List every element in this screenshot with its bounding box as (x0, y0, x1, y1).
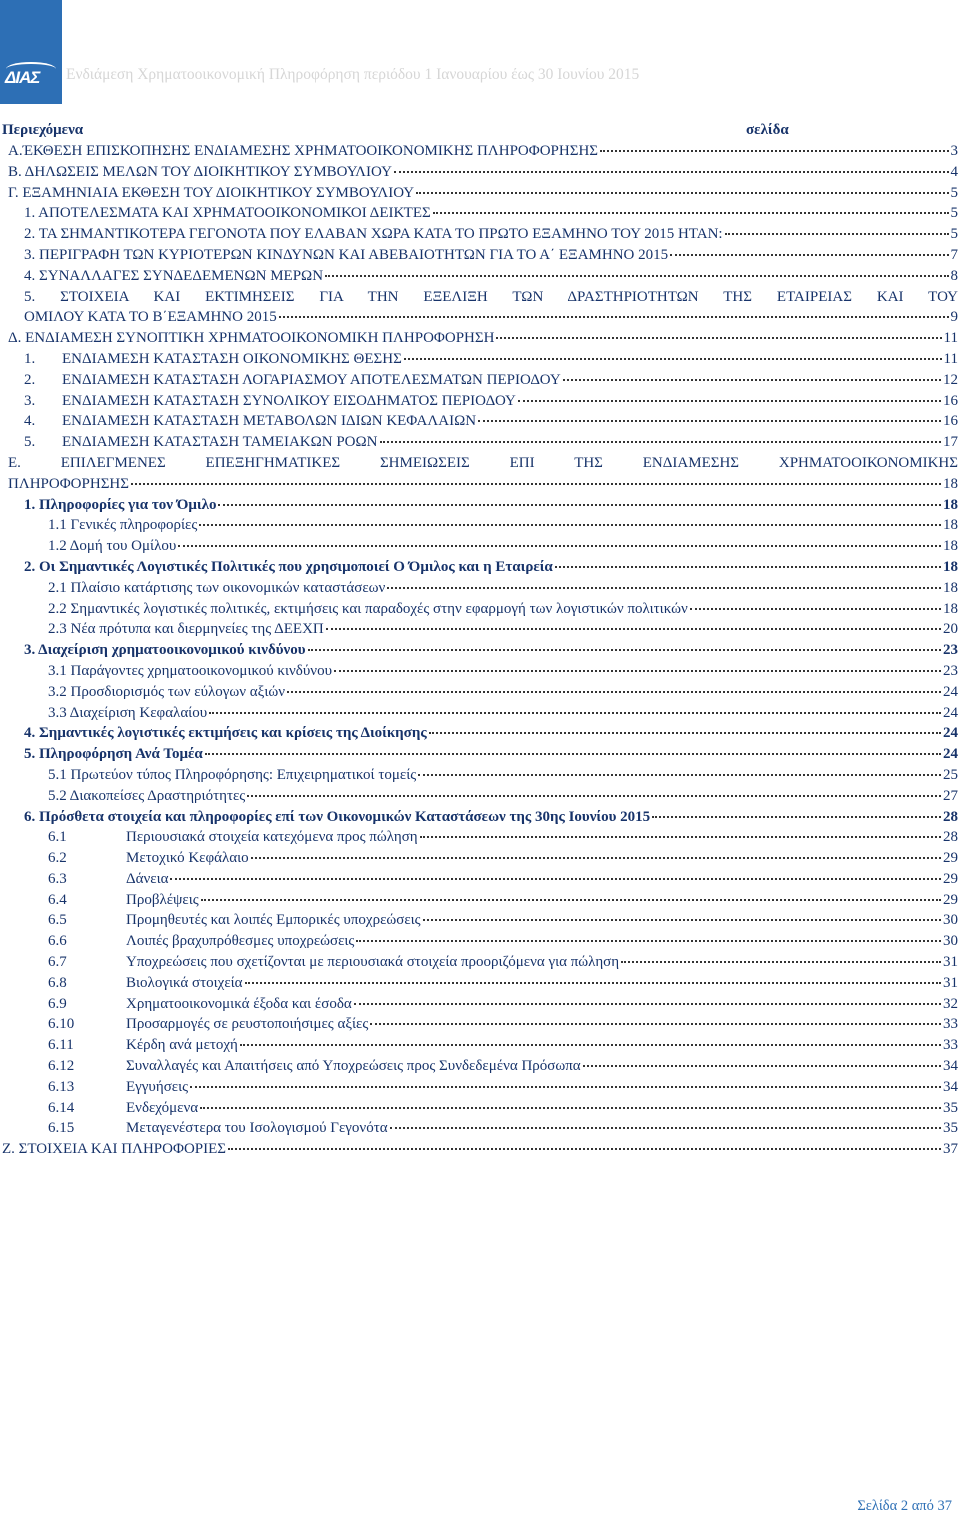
dot-leader (423, 918, 941, 921)
toc-entry-number: 2. (24, 371, 36, 388)
dot-leader (279, 315, 949, 318)
dot-leader (287, 690, 941, 693)
toc-page-number: 5 (950, 205, 958, 222)
toc-entry[interactable] (0, 1098, 958, 1119)
dot-leader (178, 544, 941, 547)
toc-entry-text: 1.1 Γενικές πληροφορίες (48, 517, 198, 534)
dot-leader (563, 378, 941, 381)
toc-entry-text: 3.1 Παράγοντες χρηματοοικονομικού κινδύνου (48, 662, 332, 679)
dot-leader (325, 274, 948, 277)
dot-leader (228, 1147, 941, 1150)
toc-entry-text: 4. ΣΥΝΑΛΛΑΓΕΣ ΣΥΝΔΕΔΕΜΕΝΩΝ ΜΕΡΩΝ (24, 267, 324, 284)
toc-page-number: 18 (943, 600, 958, 617)
page-number-footer: Σελίδα 2 από 37 (857, 1498, 952, 1514)
toc-page-number: 20 (943, 621, 958, 638)
toc-entry-text: 5. Πληροφόρηση Ανά Τομέα (24, 746, 203, 763)
toc-entry-number: 6.7 (48, 954, 67, 971)
toc-page-number: 11 (943, 330, 958, 347)
toc-page-number: 27 (943, 787, 958, 804)
toc-page-number: 24 (943, 725, 958, 742)
toc-entry[interactable] (0, 807, 958, 828)
toc-entry[interactable] (0, 245, 958, 266)
toc-page-number: 23 (943, 642, 958, 659)
toc-entry-number: 6.6 (48, 933, 67, 950)
toc-entry[interactable] (0, 1056, 958, 1077)
toc-entry[interactable] (0, 619, 958, 640)
toc-page-number: 28 (943, 808, 958, 825)
dot-leader (387, 586, 941, 589)
toc-entry-number: 5. (24, 434, 36, 451)
dot-leader (354, 1002, 941, 1005)
dot-leader (334, 669, 941, 672)
toc-entry-text: 3.3 Διαχείριση Κεφαλαίου (48, 704, 208, 721)
toc-page-number: 25 (943, 766, 958, 783)
toc-entry-number: 6.14 (48, 1099, 75, 1116)
toc-page-number: 34 (943, 1058, 958, 1075)
toc-page-number: 29 (943, 870, 958, 887)
toc-entry[interactable] (0, 827, 958, 848)
toc-entry[interactable] (0, 931, 958, 952)
toc-entry-text: Μεταγενέστερα του Ισολογισμού Γεγονότα (126, 1120, 388, 1137)
toc-entry-number: 6.13 (48, 1078, 75, 1095)
toc-page-number: 24 (943, 683, 958, 700)
toc-entry[interactable] (0, 661, 958, 682)
toc-entry-text-continued: ΟΜΙΛΟΥ ΚΑΤΑ ΤΟ Β΄ΕΞΑΜΗΝΟ 2015 (24, 309, 277, 326)
dot-leader (518, 399, 941, 402)
toc-page-number: 11 (943, 350, 958, 367)
toc-entry-number: 6.2 (48, 850, 67, 867)
dot-leader (218, 503, 941, 506)
toc-entry[interactable] (0, 910, 958, 931)
toc-entry[interactable] (0, 183, 958, 204)
toc-entry[interactable] (0, 1035, 958, 1056)
toc-entry-text: Βιολογικά στοιχεία (126, 974, 243, 991)
toc-entry-text: 1.2 Δομή του Ομίλου (48, 538, 177, 555)
toc-entry[interactable] (0, 1077, 958, 1098)
dot-leader (429, 731, 941, 734)
dot-leader (725, 232, 949, 235)
toc-entry[interactable] (0, 495, 958, 516)
dot-leader (199, 523, 941, 526)
toc-page-number: 37 (943, 1141, 958, 1158)
toc-page-number: 17 (943, 434, 958, 451)
dot-leader (251, 856, 941, 859)
toc-entry-text: Εγγυήσεις (126, 1078, 189, 1095)
toc-page-number: 30 (943, 912, 958, 929)
toc-entry-number: 1. (24, 350, 36, 367)
toc-entry[interactable] (0, 162, 958, 183)
dot-leader (247, 794, 941, 797)
toc-entry[interactable] (0, 640, 958, 661)
dot-leader (240, 1043, 941, 1046)
toc-entry-number: 6.11 (48, 1037, 74, 1054)
toc-entry-text: Προσαρμογές σε ρευστοποιήσιμες αξίες (126, 1016, 369, 1033)
toc-entry-text: Ε. ΕΠΙΛΕΓΜΕΝΕΣ ΕΠΕΞΗΓΗΜΑΤΙΚΕΣ ΣΗΜΕΙΩΣΕΙΣ ΕΠΙ ΤΗΣ ΕΝΔΙΑΜΕΣΗΣ ΧΡΗΜΑΤΟΟΙΚΟΝΟΜΙΚΗΣ (8, 454, 958, 471)
toc-entry-number: 6.15 (48, 1120, 75, 1137)
toc-entry-text: Δάνεια (126, 870, 169, 887)
toc-entry-text: Προμηθευτές και λοιπές Εμπορικές υποχρεώσεις (126, 912, 421, 929)
dot-leader (496, 336, 941, 339)
dot-leader (356, 939, 941, 942)
toc-entry[interactable] (0, 224, 958, 245)
toc-entry-list (0, 141, 960, 1160)
toc-heading: Περιεχόμενα (2, 122, 84, 138)
dot-leader (433, 211, 949, 214)
toc-page-number: 35 (943, 1099, 958, 1116)
toc-entry[interactable] (0, 890, 958, 911)
toc-page-number: 23 (943, 662, 958, 679)
toc-page-heading: σελίδα (746, 122, 789, 138)
dot-leader (308, 648, 941, 651)
toc-entry-text: 5. ΣΤΟΙΧΕΙΑ ΚΑΙ ΕΚΤΙΜΗΣΕΙΣ ΓΙΑ ΤΗΝ ΕΞΕΛΙΞΗ ΤΩΝ ΔΡΑΣΤΗΡΙΟΤΗΤΩΝ ΤΗΣ ΕΤΑΙΡΕΙΑΣ ΚΑΙ ΤΟΥ (24, 288, 958, 305)
dot-leader (621, 960, 941, 963)
toc-entry-text: 2.2 Σημαντικές λογιστικές πολιτικές, εκτιμήσεις και παραδοχές στην εφαρμογή των λογιστικών πολιτικών (48, 600, 688, 617)
toc-entry[interactable] (0, 869, 958, 890)
toc-entry-number: 6.3 (48, 870, 67, 887)
dot-leader (201, 898, 941, 901)
toc-entry-number: 6.12 (48, 1058, 75, 1075)
toc-entry-text: Ενδεχόμενα (126, 1099, 199, 1116)
dot-leader (670, 253, 948, 256)
toc-entry[interactable] (0, 578, 958, 599)
toc-page-number: 18 (943, 517, 958, 534)
toc-entry[interactable] (0, 786, 958, 807)
dot-leader (131, 482, 941, 485)
toc-entry-text: 2. ΤΑ ΣΗΜΑΝΤΙΚΟΤΕΡΑ ΓΕΓΟΝΟΤΑ ΠΟΥ ΕΛΑΒΑΝ ΧΩΡΑ ΚΑΤΑ ΤΟ ΠΡΩΤΟ ΕΞΑΜΗΝΟ ΤΟΥ 2015 ΗΤΑΝ: (24, 226, 723, 243)
toc-entry[interactable] (0, 411, 958, 432)
toc-entry[interactable] (0, 287, 958, 329)
toc-entry[interactable] (0, 328, 958, 349)
toc-entry-number: 3. (24, 392, 36, 409)
toc-entry[interactable] (0, 536, 958, 557)
toc-entry-text: Συναλλαγές και Απαιτήσεις από Υποχρεώσεις προς Συνδεδεμένα Πρόσωπα (126, 1058, 581, 1075)
toc-page-number: 31 (943, 974, 958, 991)
toc-entry-text: Δ. ΕΝΔΙΑΜΕΣΗ ΣΥΝΟΠΤΙΚΗ ΧΡΗΜΑΤΟΟΙΚΟΝΟΜΙΚΗ ΠΛΗΡΟΦΟΡΗΣΗ (8, 330, 495, 347)
logo-text: ΔΙΑΣ (5, 68, 40, 87)
toc-entry[interactable] (0, 349, 958, 370)
toc-page-number: 8 (950, 267, 958, 284)
toc-entry[interactable] (0, 765, 958, 786)
dot-leader (420, 835, 941, 838)
toc-entry-text: 6. Πρόσθετα στοιχεία και πληροφορίες επί των Οικονομικών Καταστάσεων της 30ης Ιουνίου 2015 (24, 808, 651, 825)
toc-entry-number: 6.5 (48, 912, 67, 929)
toc-entry[interactable] (0, 599, 958, 620)
toc-entry[interactable] (0, 141, 958, 162)
toc-page-number: 34 (943, 1078, 958, 1095)
toc-page-number: 9 (950, 309, 958, 326)
toc-page-number: 30 (943, 933, 958, 950)
dot-leader (418, 773, 941, 776)
toc-entry-number: 4. (24, 413, 36, 430)
toc-entry-text: 2.3 Νέα πρότυπα και διερμηνείες της ΔΕΕΧΠ (48, 621, 324, 638)
toc-page-number: 12 (943, 371, 958, 388)
toc-entry[interactable] (0, 994, 958, 1015)
toc-page-number: 24 (943, 704, 958, 721)
toc-entry[interactable] (0, 266, 958, 287)
dot-leader (190, 1085, 941, 1088)
toc-entry-number: 6.4 (48, 891, 67, 908)
dot-leader (209, 711, 941, 714)
toc-entry-text: ΕΝΔΙΑΜΕΣΗ ΚΑΤΑΣΤΑΣΗ ΟΙΚΟΝΟΜΙΚΗΣ ΘΕΣΗΣ (62, 350, 402, 367)
toc-entry[interactable] (0, 703, 958, 724)
toc-page-number: 5 (950, 226, 958, 243)
toc-entry[interactable] (0, 952, 958, 973)
toc-entry-text: Περιουσιακά στοιχεία κατεχόμενα προς πώληση (126, 829, 418, 846)
dot-leader (404, 357, 942, 360)
toc-entry[interactable] (0, 723, 958, 744)
toc-entry-number: 6.1 (48, 829, 67, 846)
toc-page-number: 33 (943, 1037, 958, 1054)
toc-entry[interactable] (0, 1014, 958, 1035)
dot-leader (394, 170, 949, 173)
toc-entry[interactable] (0, 515, 958, 536)
toc-heading-row (0, 120, 960, 141)
toc-entry-text: 2. Οι Σημαντικές Λογιστικές Πολιτικές που χρησιμοποιεί Ο Όμιλος και η Εταιρεία (24, 558, 553, 575)
toc-page-number: 18 (943, 496, 958, 513)
toc-page-number: 18 (943, 579, 958, 596)
toc-page-number: 29 (943, 891, 958, 908)
toc-entry-text: ΕΝΔΙΑΜΕΣΗ ΚΑΤΑΣΤΑΣΗ ΣΥΝΟΛΙΚΟΥ ΕΙΣΟΔΗΜΑΤΟΣ ΠΕΡΙΟΔΟΥ (62, 392, 516, 409)
toc-page-number: 16 (943, 413, 958, 430)
dot-leader (370, 1022, 941, 1025)
toc-entry-text: 5.1 Πρωτεύον τύπος Πληροφόρησης: Επιχειρηματικοί τομείς (48, 766, 417, 783)
toc-entry-text: 1. ΑΠΟΤΕΛΕΣΜΑΤΑ ΚΑΙ ΧΡΗΜΑΤΟΟΙΚΟΝΟΜΙΚΟΙ ΔΕΙΚΤΕΣ (24, 205, 431, 222)
toc-page-number: 3 (950, 143, 958, 159)
toc-entry[interactable] (0, 391, 958, 412)
toc-page-number: 18 (943, 475, 958, 492)
dot-leader (245, 981, 941, 984)
toc-page-number: 16 (943, 392, 958, 409)
toc-entry-text: Προβλέψεις (126, 891, 199, 908)
toc-page-number: 5 (950, 184, 958, 201)
toc-entry[interactable] (0, 848, 958, 869)
toc-entry-text: 4. Σημαντικές λογιστικές εκτιμήσεις και κρίσεις της Διοίκησης (24, 725, 427, 742)
dot-leader (170, 877, 941, 880)
toc-entry[interactable] (0, 432, 958, 453)
toc-entry-text: Α.ΈΚΘΕΣΗ ΕΠΙΣΚΟΠΗΣΗΣ ΕΝΔΙΑΜΕΣΗΣ ΧΡΗΜΑΤΟΟΙΚΟΝΟΜΙΚΗΣ ΠΛΗΡΟΦΟΡΗΣΗΣ (8, 143, 599, 159)
company-logo (0, 0, 62, 104)
toc-entry[interactable] (0, 557, 958, 578)
toc-entry-number: 6.8 (48, 974, 67, 991)
toc-entry[interactable] (0, 682, 958, 703)
toc-entry-text: Β. ΔΗΛΩΣΕΙΣ ΜΕΛΩΝ ΤΟΥ ΔΙΟΙΚΗΤΙΚΟΥ ΣΥΜΒΟΥΛΙΟΥ (8, 163, 392, 180)
toc-entry-text: 3.2 Προσδιορισμός των εύλογων αξιών (48, 683, 286, 700)
toc-page-number: 31 (943, 954, 958, 971)
toc-entry-text: 5.2 Διακοπείσες Δραστηριότητες (48, 787, 246, 804)
toc-entry[interactable] (0, 744, 958, 765)
toc-entry-text: Ζ. ΣΤΟΙΧΕΙΑ ΚΑΙ ΠΛΗΡΟΦΟΡΙΕΣ (2, 1141, 227, 1158)
toc-entry-text: ΕΝΔΙΑΜΕΣΗ ΚΑΤΑΣΤΑΣΗ ΛΟΓΑΡΙΑΣΜΟΥ ΑΠΟΤΕΛΕΣΜΑΤΩΝ ΠΕΡΙΟΔΟΥ (62, 371, 561, 388)
dot-leader (583, 1064, 941, 1067)
toc-entry-text: Γ. ΕΞΑΜΗΝΙΑΙΑ ΕΚΘΕΣΗ ΤΟΥ ΔΙΟΙΚΗΤΙΚΟΥ ΣΥΜΒΟΥΛΙΟΥ (8, 184, 415, 201)
toc-entry-text: Λοιπές βραχυπρόθεσμες υποχρεώσεις (126, 933, 355, 950)
dot-leader (200, 1106, 941, 1109)
document-header-title: Ενδιάμεση Χρηματοοικονομική Πληροφόρηση περιόδου 1 Ιανουαρίου έως 30 Ιουνίου 2015 (66, 66, 640, 83)
toc-entry[interactable] (0, 1139, 958, 1160)
toc-page-number: 4 (950, 163, 958, 180)
dot-leader (380, 440, 942, 443)
toc-page-number: 29 (943, 850, 958, 867)
dot-leader (416, 191, 948, 194)
toc-page-number: 24 (943, 746, 958, 763)
toc-entry-text: Χρηματοοικονομικά έξοδα και έσοδα (126, 995, 352, 1012)
toc-entry-text: 3. Διαχείριση χρηματοοικονομικού κινδύνου (24, 642, 306, 659)
toc-entry-text: 3. ΠΕΡΙΓΡΑΦΗ ΤΩΝ ΚΥΡΙΟΤΕΡΩΝ ΚΙΝΔΥΝΩΝ ΚΑΙ ΑΒΕΒΑΙΟΤΗΤΩΝ ΓΙΑ ΤΟ Α΄ ΕΞΑΜΗΝΟ 2015 (24, 246, 669, 263)
dot-leader (390, 1126, 941, 1129)
toc-entry-text: Μετοχικό Κεφάλαιο (126, 850, 249, 867)
dot-leader (205, 752, 941, 755)
dot-leader (690, 607, 941, 610)
toc-entry[interactable] (0, 1118, 958, 1139)
toc-entry-text: ΕΝΔΙΑΜΕΣΗ ΚΑΤΑΣΤΑΣΗ ΜΕΤΑΒΟΛΩΝ ΙΔΙΩΝ ΚΕΦΑΛΑΙΩΝ (62, 413, 477, 430)
toc-entry[interactable] (0, 370, 958, 391)
toc-entry-text-continued: ΠΛΗΡΟΦΟΡΗΣΗΣ (8, 475, 129, 492)
dot-leader (600, 149, 948, 152)
toc-page-number: 35 (943, 1120, 958, 1137)
toc-entry[interactable] (0, 203, 958, 224)
toc-entry[interactable] (0, 453, 958, 495)
toc-page-number: 33 (943, 1016, 958, 1033)
toc-entry-number: 6.9 (48, 995, 67, 1012)
toc-page-number: 28 (943, 829, 958, 846)
toc-entry[interactable] (0, 973, 958, 994)
toc-entry-text: Κέρδη ανά μετοχή (126, 1037, 238, 1054)
toc-entry-text: 1. Πληροφορίες για τον Όμιλο (24, 496, 217, 513)
toc-entry-number: 6.10 (48, 1016, 75, 1033)
toc-page-number: 18 (943, 558, 958, 575)
dot-leader (652, 815, 941, 818)
dot-leader (478, 419, 941, 422)
toc-entry-text: Υποχρεώσεις που σχετίζονται με περιουσιακά στοιχεία προοριζόμενα για πώληση (126, 954, 620, 971)
table-of-contents (0, 120, 960, 1160)
toc-page-number: 18 (943, 538, 958, 555)
toc-page-number: 32 (943, 995, 958, 1012)
dot-leader (555, 565, 941, 568)
dot-leader (326, 627, 941, 630)
toc-page-number: 7 (950, 246, 958, 263)
toc-entry-text: ΕΝΔΙΑΜΕΣΗ ΚΑΤΑΣΤΑΣΗ ΤΑΜΕΙΑΚΩΝ ΡΟΩΝ (62, 434, 378, 451)
toc-entry-text: 2.1 Πλαίσιο κατάρτισης των οικονομικών καταστάσεων (48, 579, 386, 596)
